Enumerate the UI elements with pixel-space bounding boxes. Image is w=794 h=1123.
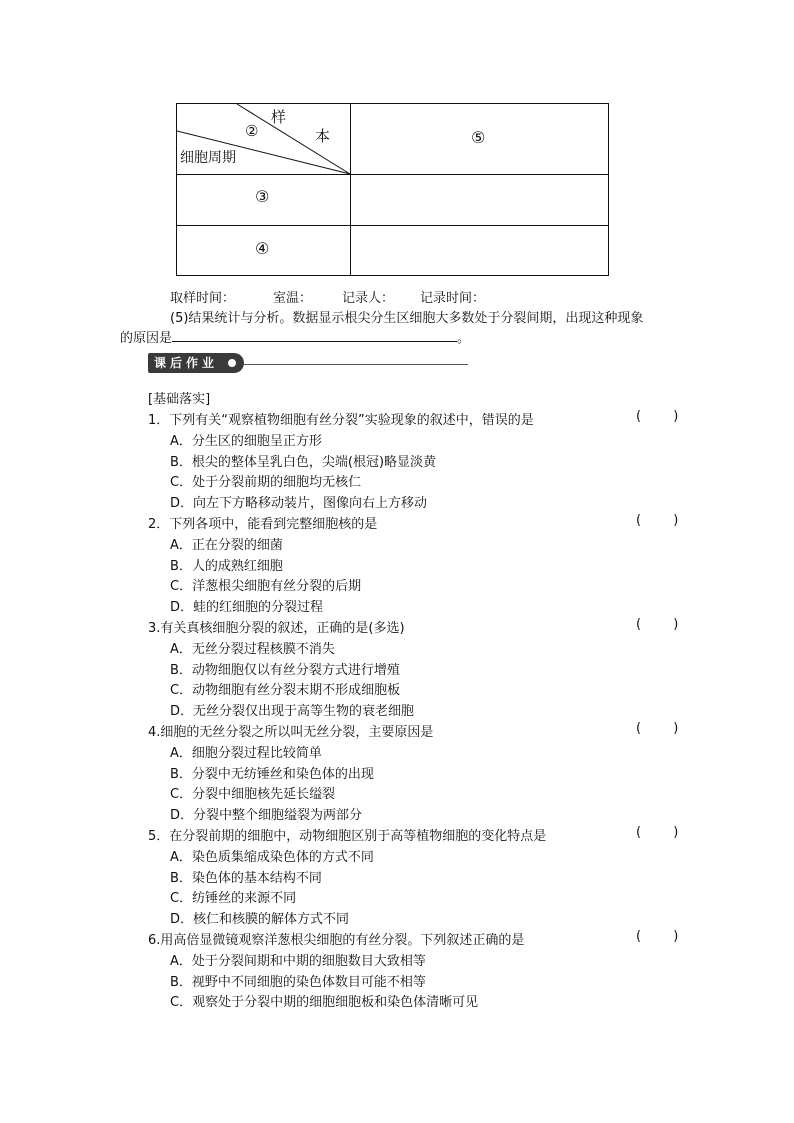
analysis-prefix: 的原因是 bbox=[120, 331, 173, 346]
sampling-time-label: 取样时间： bbox=[170, 291, 236, 306]
question-option: B．分裂中无纺锤丝和染色体的出现 bbox=[170, 766, 374, 782]
answer-bracket[interactable]: ( ) bbox=[636, 825, 693, 840]
record-table bbox=[176, 103, 609, 276]
question-option: D．蛙的红细胞的分裂过程 bbox=[170, 600, 324, 616]
basic-section-label: [基础落实] bbox=[148, 392, 211, 407]
section-title: 课后作业 bbox=[148, 353, 244, 373]
question-option: D．核仁和核膜的解体方式不同 bbox=[170, 912, 350, 928]
analysis-line-1: (5)结果统计与分析。数据显示根尖分生区细胞大多数处于分裂间期，出现这种现象 bbox=[170, 311, 644, 326]
header-mid-label: ② bbox=[245, 122, 259, 140]
question-option: D．分裂中整个细胞缢裂为两部分 bbox=[170, 808, 363, 824]
answer-bracket[interactable]: ( ) bbox=[636, 617, 693, 632]
question-option: A．无丝分裂过程核膜不消失 bbox=[170, 641, 335, 657]
question-option: C．动物细胞有丝分裂末期不形成细胞板 bbox=[170, 683, 401, 699]
room-temp-label: 室温： bbox=[273, 291, 313, 306]
answer-bracket[interactable]: ( ) bbox=[636, 513, 693, 528]
record-time-label: 记录时间： bbox=[420, 291, 486, 306]
column-header: ⑤ bbox=[471, 128, 486, 147]
question-option: C．处于分裂前期的细胞均无核仁 bbox=[170, 475, 362, 491]
question-option: B．根尖的整体呈乳白色，尖端(根冠)略显淡黄 bbox=[170, 454, 437, 470]
answer-bracket[interactable]: ( ) bbox=[636, 929, 693, 944]
table-diagonal-lines bbox=[177, 104, 610, 277]
row-label-1: ③ bbox=[255, 187, 270, 206]
section-header bbox=[148, 353, 468, 373]
table-vertical-divider bbox=[350, 104, 351, 275]
question-option: B．动物细胞仅以有丝分裂方式进行增殖 bbox=[170, 662, 400, 678]
table-row-divider bbox=[177, 174, 608, 175]
question-option: A．处于分裂间期和中期的细胞数目大致相等 bbox=[170, 953, 426, 969]
record-info-line bbox=[170, 287, 485, 306]
question-option: C．分裂中细胞核先延长缢裂 bbox=[170, 787, 336, 803]
question-option: C．洋葱根尖细胞有丝分裂的后期 bbox=[170, 579, 362, 595]
answer-bracket[interactable]: ( ) bbox=[636, 721, 693, 736]
question-stem: 2．下列各项中，能看到完整细胞核的是 bbox=[148, 517, 378, 532]
question-stem: 5．在分裂前期的细胞中，动物细胞区别于高等植物细胞的变化特点是 bbox=[148, 829, 547, 844]
question-option: A．细胞分裂过程比较简单 bbox=[170, 745, 322, 761]
bullet-dot-icon bbox=[228, 359, 236, 367]
question-option: C．观察处于分裂中期的细胞细胞板和染色体清晰可见 bbox=[170, 995, 479, 1011]
answer-bracket[interactable]: ( ) bbox=[636, 409, 693, 424]
question-option: B．视野中不同细胞的染色体数目可能不相等 bbox=[170, 974, 426, 990]
header-bottom-label: 细胞周期 bbox=[180, 150, 236, 166]
question-stem: 4.细胞的无丝分裂之所以叫无丝分裂，主要原因是 bbox=[148, 725, 434, 740]
question-option: A．分生区的细胞呈正方形 bbox=[170, 433, 322, 449]
recorder-label: 记录人： bbox=[342, 291, 395, 306]
header-top-label: 样 bbox=[271, 108, 287, 126]
analysis-line-2 bbox=[120, 327, 470, 346]
section-rule bbox=[244, 364, 468, 365]
question-stem: 6.用高倍显微镜观察洋葱根尖细胞的有丝分裂。下列叙述正确的是 bbox=[148, 933, 525, 948]
question-stem: 3.有关真核细胞分裂的叙述，正确的是(多选) bbox=[148, 621, 405, 636]
table-row-divider bbox=[177, 225, 608, 226]
row-label-2: ④ bbox=[255, 239, 270, 258]
question-option: C．纺锤丝的来源不同 bbox=[170, 891, 297, 907]
question-stem: 1．下列有关“观察植物细胞有丝分裂”实验现象的叙述中，错误的是 bbox=[148, 413, 534, 428]
question-option: D．无丝分裂仅出现于高等生物的衰老细胞 bbox=[170, 704, 415, 720]
question-option: B．染色体的基本结构不同 bbox=[170, 870, 322, 886]
question-option: D．向左下方略移动装片，图像向右上方移动 bbox=[170, 496, 428, 512]
answer-blank[interactable] bbox=[172, 329, 457, 342]
analysis-suffix: 。 bbox=[457, 331, 471, 346]
question-option: A．正在分裂的细菌 bbox=[170, 537, 283, 553]
question-option: A．染色质集缩成染色体的方式不同 bbox=[170, 849, 374, 865]
header-right-label: 本 bbox=[315, 127, 331, 145]
question-option: B．人的成熟红细胞 bbox=[170, 558, 283, 574]
